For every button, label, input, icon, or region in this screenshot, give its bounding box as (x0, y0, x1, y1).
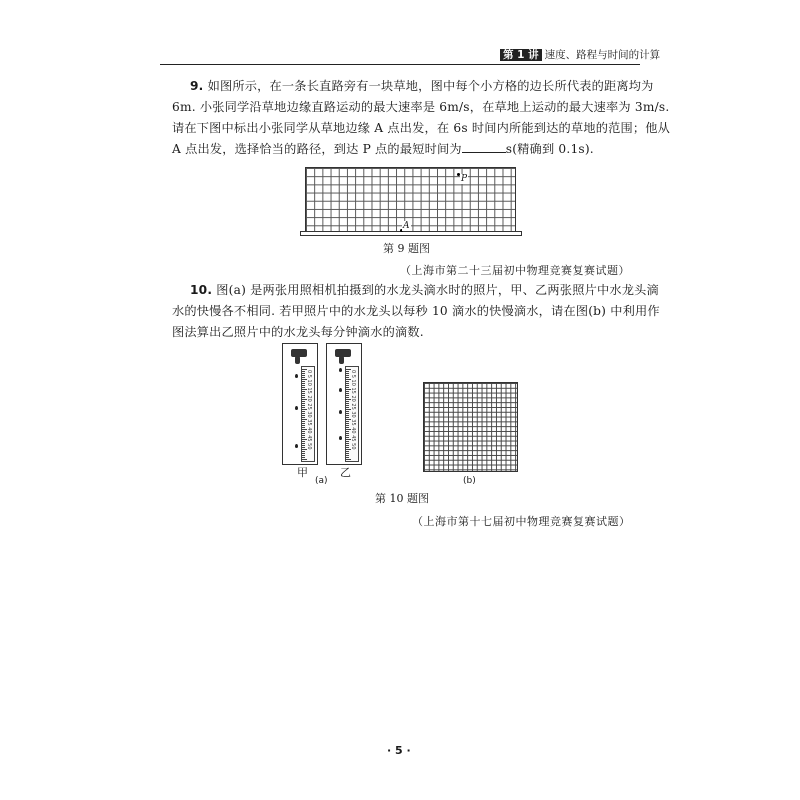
ruler-tick (302, 433, 305, 434)
ruler-tick (346, 379, 351, 380)
ruler-tick (302, 443, 305, 444)
ruler-tick (346, 459, 351, 460)
water-drop (339, 368, 342, 372)
answer-blank[interactable] (462, 140, 506, 153)
ruler-tick (302, 373, 305, 374)
q9-source: （上海市第二十三届初中物理竞赛复赛试题） (400, 264, 630, 277)
graph-grid-b (423, 382, 518, 472)
ruler-tick (346, 397, 349, 398)
faucet-spout (295, 356, 300, 364)
header-rule (160, 64, 640, 65)
q10-line-1: 10. 图(a) 是两张用照相机拍摄到的水龙头滴水时的照片，甲、乙两张照片中水龙头滴 (190, 283, 659, 297)
ruler-tick (346, 381, 349, 382)
ruler-tick (302, 415, 305, 416)
ruler-tick (302, 457, 305, 458)
ruler-tick (302, 411, 305, 412)
photo-yi-label: 乙 (340, 466, 351, 479)
ruler-tick (302, 397, 305, 398)
ruler-tick (302, 387, 305, 388)
water-drop (295, 406, 298, 410)
ruler-tick (302, 405, 305, 406)
chapter-title: 速度、路程与时间的计算 (544, 49, 661, 61)
q10-line-2: 水的快慢各不相同. 若甲照片中的水龙头以每秒 10 滴水的快慢滴水，请在图(b) 中利用作 (172, 304, 660, 318)
q10-line-3: 图法算出乙照片中的水龙头每分钟滴水的滴数. (172, 325, 424, 339)
q9-line-3: 请在下图中标出小张同学从草地边缘 A 点出发，在 6s 时间内所能到达的草地的范围；他从 (172, 121, 671, 135)
ruler-tick (302, 429, 307, 430)
ruler-tick (346, 425, 349, 426)
ruler-tick (346, 437, 349, 438)
faucet-spout (339, 356, 344, 364)
ruler-tick (302, 453, 305, 454)
ruler-tick (302, 381, 305, 382)
ruler-tick (346, 389, 351, 390)
ruler-tick (346, 427, 349, 428)
running-header (500, 48, 660, 62)
ruler-tick (346, 423, 349, 424)
ruler-tick (346, 419, 351, 420)
ruler-tick (346, 443, 349, 444)
ruler-tick (346, 371, 349, 372)
ruler-tick (302, 391, 305, 392)
figure-9-caption: 第 9 题图 (383, 242, 430, 255)
ruler-tick (346, 393, 349, 394)
ruler-tick (346, 377, 349, 378)
ruler-tick (302, 417, 305, 418)
ruler-tick (302, 441, 305, 442)
ruler-tick (346, 401, 349, 402)
ruler-tick (302, 451, 305, 452)
ruler-tick (302, 449, 307, 450)
ruler-tick (346, 411, 349, 412)
ruler-tick (346, 435, 349, 436)
photo-yi (326, 343, 362, 465)
ruler-tick (346, 409, 351, 410)
ruler-tick (302, 455, 305, 456)
grass-grid (305, 167, 516, 233)
water-drop (295, 374, 298, 378)
ruler-tick (346, 391, 349, 392)
ruler-tick (302, 427, 305, 428)
photo-jia-label: 甲 (297, 466, 308, 479)
water-drop (295, 444, 298, 448)
ruler-tick (346, 457, 349, 458)
ruler-tick (302, 399, 307, 400)
ruler-tick (346, 399, 351, 400)
ruler-tick (346, 407, 349, 408)
ruler-tick (302, 459, 307, 460)
ruler-tick (346, 403, 349, 404)
ruler-tick (346, 455, 349, 456)
water-drop (339, 436, 342, 440)
ruler-tick (302, 425, 305, 426)
ruler-tick (302, 401, 305, 402)
ruler-tick (346, 449, 351, 450)
ruler-tick (302, 369, 307, 370)
ruler-tick (302, 377, 305, 378)
ruler-tick (302, 395, 305, 396)
ruler-tick (302, 379, 307, 380)
ruler-tick (346, 395, 349, 396)
ruler-tick (302, 419, 307, 420)
ruler-tick (346, 415, 349, 416)
ruler-tick (346, 431, 349, 432)
ruler-tick (346, 439, 351, 440)
figure-b-label: (b) (463, 476, 476, 486)
lecture-number: 第 1 讲 (500, 49, 542, 61)
ruler-tick (346, 383, 349, 384)
ruler-tick (302, 385, 305, 386)
ruler-tick (302, 437, 305, 438)
ruler-tick (346, 433, 349, 434)
figure-10-caption: 第 10 题图 (375, 492, 429, 505)
ruler-tick (346, 373, 349, 374)
ruler-tick (302, 375, 305, 376)
ruler-tick (346, 385, 349, 386)
ruler-tick (302, 423, 305, 424)
ruler-tick (346, 453, 349, 454)
road (300, 231, 522, 236)
ruler-tick (302, 371, 305, 372)
ruler-tick (302, 403, 305, 404)
ruler-tick (302, 407, 305, 408)
question-9-text (190, 76, 654, 97)
ruler-tick (302, 383, 305, 384)
ruler-tick (346, 445, 349, 446)
ruler-tick (346, 421, 349, 422)
ruler-tick (346, 413, 349, 414)
q9-line-1: 9. 如图所示，在一条长直路旁有一块草地，图中每个小方格的边长所代表的距离均为 (190, 79, 654, 93)
ruler-tick (346, 447, 349, 448)
q9-line-2: 6m. 小张同学沿草地边缘直路运动的最大速率是 6m/s，在草地上运动的最大速率为 3m/s. (172, 100, 670, 114)
q9-line-4: A 点出发，选择恰当的路径，到达 P 点的最短时间为 s(精确到 0.1s). (172, 142, 594, 156)
q10-number: 10. (190, 283, 213, 297)
ruler-tick (346, 405, 349, 406)
photo-jia (282, 343, 318, 465)
ruler-tick (346, 429, 351, 430)
ruler-tick (302, 413, 305, 414)
ruler-tick (346, 441, 349, 442)
water-drop (339, 388, 342, 392)
ruler-tick (346, 387, 349, 388)
q10-source: （上海市第十七届初中物理竞赛复赛试题） (412, 515, 631, 528)
ruler-tick (302, 393, 305, 394)
water-drop (339, 410, 342, 414)
q9-number: 9. (190, 79, 204, 93)
ruler-jia: 0 5 10 15 20 25 30 35 40 45 50 (301, 366, 315, 462)
page-number: · 5 · (387, 744, 411, 757)
ruler-tick (302, 439, 307, 440)
ruler-tick (346, 375, 349, 376)
figure-a-label: (a) (315, 476, 328, 486)
ruler-tick (302, 389, 307, 390)
ruler-tick (346, 417, 349, 418)
ruler-tick (302, 445, 305, 446)
ruler-yi: 0 5 10 15 20 25 30 35 40 45 50 (345, 366, 359, 462)
ruler-tick (302, 447, 305, 448)
ruler-tick (302, 421, 305, 422)
ruler-tick (346, 369, 351, 370)
point-p-label: P (461, 174, 468, 184)
ruler-tick (302, 435, 305, 436)
ruler-tick (302, 431, 305, 432)
ruler-tick (302, 409, 307, 410)
point-a-label: A (403, 221, 410, 231)
ruler-tick (346, 451, 349, 452)
